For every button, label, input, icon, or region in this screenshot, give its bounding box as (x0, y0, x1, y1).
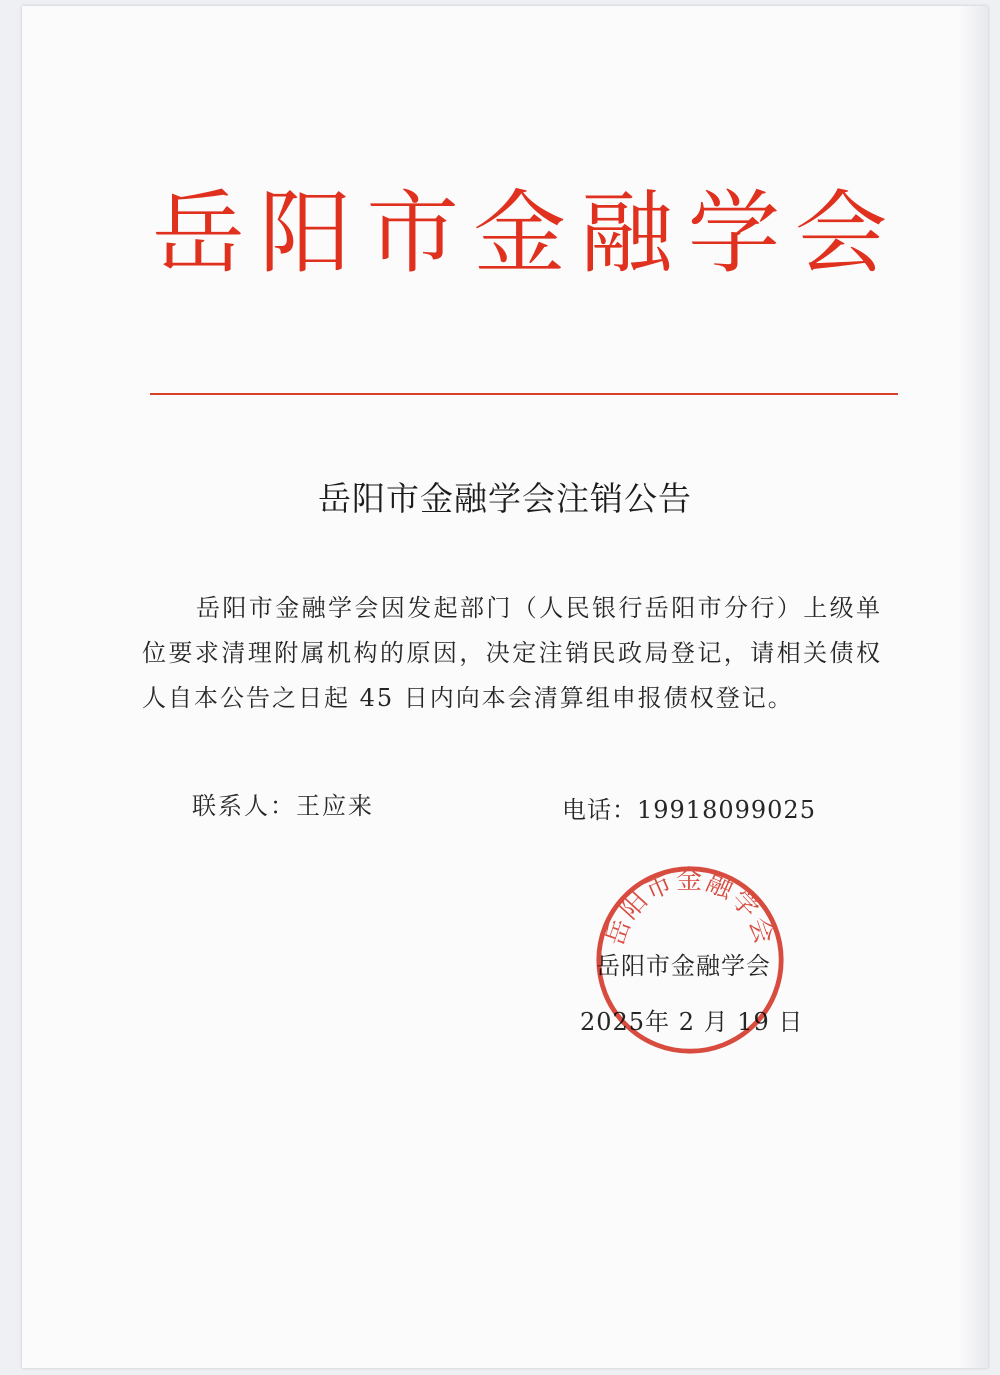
contact-phone: 电话：19918099025 (562, 796, 816, 824)
seal-arc-text: 岳阳市金融学会 (600, 865, 780, 950)
notice-body: 岳阳市金融学会因发起部门（人民银行岳阳市分行）上级单位要求清理附属机构的原因，决定注销民政局登记，请相关债权人自本公告之日起 45 日内向本会清算组申报债权登记。 (142, 594, 882, 712)
letterhead-red-rule (150, 393, 898, 395)
letterhead-title: 岳阳市金融学会 (152, 181, 902, 286)
document-page (22, 6, 988, 1368)
notice-title: 岳阳市金融学会注销公告 (318, 479, 692, 518)
signature-organization: 岳阳市金融学会 (596, 952, 771, 980)
red-round-seal-icon (594, 864, 786, 1056)
signature-date: 2025年 2 月 19 日 (580, 1008, 804, 1036)
contact-person: 联系人：王应来 (192, 792, 374, 820)
